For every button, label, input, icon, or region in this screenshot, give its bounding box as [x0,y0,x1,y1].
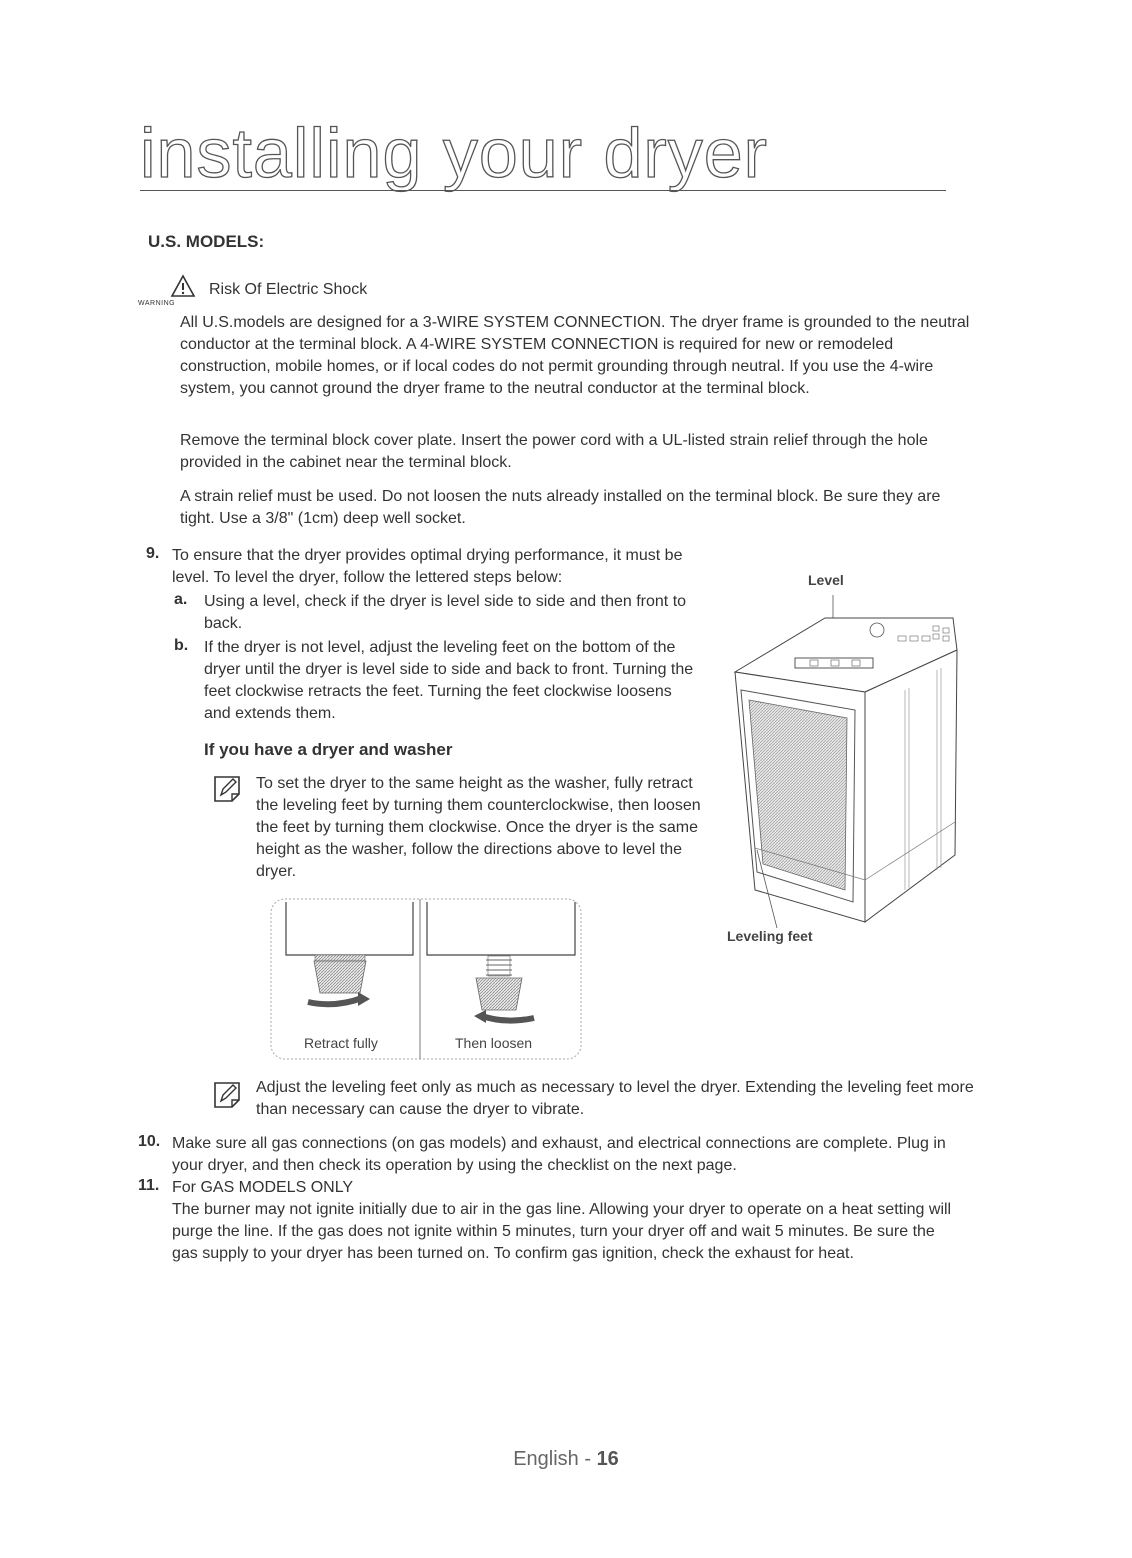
title-divider [140,190,946,191]
step-9-number: 9. [146,545,160,562]
step-10-number: 10. [138,1133,161,1150]
dryer-and-washer-subheading: If you have a dryer and washer [204,740,453,759]
page-title: installing your dryer [140,114,768,192]
warning-title: Risk Of Electric Shock [209,281,368,298]
footer-language: English - [513,1448,597,1470]
dryer-washer-note: To set the dryer to the same height as the washer, fully retract the leveling feet by turning them counterclockwise, then loosen the feet by turning them clockwise. Once the dryer is the same height as the washer, follow the directions above to level the dryer. [256,775,701,880]
note-icon [212,774,242,804]
step-9a-label: a. [174,591,188,608]
step-9a-text: Using a level, check if the dryer is level side to side and then front to back. [204,593,687,632]
note-icon-2 [212,1080,242,1110]
warning-paragraph-2: Remove the terminal block cover plate. Insert the power cord with a UL-listed strain relief through the hole provided in the cabinet near the terminal block. [180,432,928,471]
section-heading: U.S. MODELS: [148,232,265,251]
step-9b-label: b. [174,637,189,654]
dryer-illustration [715,590,975,930]
warning-paragraph-1: All U.S.models are designed for a 3-WIRE SYSTEM CONNECTION. The dryer frame is grounded to the neutral conductor at the terminal block. A 4-WIRE SYSTEM CONNECTION is required for new or remodeled construction, mobile homes, or if local codes do not permit grounding through neutral. If you use the 4-wire system, you cannot ground the dryer frame to the neutral conductor at the terminal block. [180,314,970,397]
step-9b-text: If the dryer is not level, adjust the leveling feet on the bottom of the dryer until the dryer is level side to side and back to front. Turning the feet clockwise retracts the feet. Turning the feet clockwise loosens and extends them. [204,639,694,722]
page-number: 16 [596,1448,619,1470]
warning-triangle-icon [170,274,196,298]
warning-label: WARNING [138,300,176,307]
retract-fully-caption: Retract fully [304,1035,378,1051]
level-label: Level [808,572,844,588]
warning-paragraph-3: A strain relief must be used. Do not loosen the nuts already installed on the terminal block. Be sure they are tight. Use a 3/8" (1cm) deep well socket. [180,488,941,527]
step-9-text: To ensure that the dryer provides optimal drying performance, it must be level. To level the dryer, follow the lettered steps below: [172,547,683,586]
step-11-text: The burner may not ignite initially due to air in the gas line. Allowing your dryer to operate on a heat setting will purge the line. If the gas does not ignite within 5 minutes, turn your dryer off and wait 5 minutes. Be sure the gas supply to your dryer has been turned on. To confirm gas ignition, check the exhaust for heat. [172,1201,952,1262]
page-footer [0,1448,1132,1471]
leveling-feet-label: Leveling feet [727,928,813,944]
step-10-text: Make sure all gas connections (on gas models) and exhaust, and electrical connections are complete. Plug in your dryer, and then check its operation by using the checklist on the next page. [172,1135,946,1174]
then-loosen-caption: Then loosen [455,1035,533,1051]
step-11-heading: For GAS MODELS ONLY [172,1179,354,1196]
step-11-number: 11. [138,1177,160,1194]
leveling-feet-note: Adjust the leveling feet only as much as necessary to level the dryer. Extending the leveling feet more than necessary can cause the dryer to vibrate. [256,1079,974,1118]
